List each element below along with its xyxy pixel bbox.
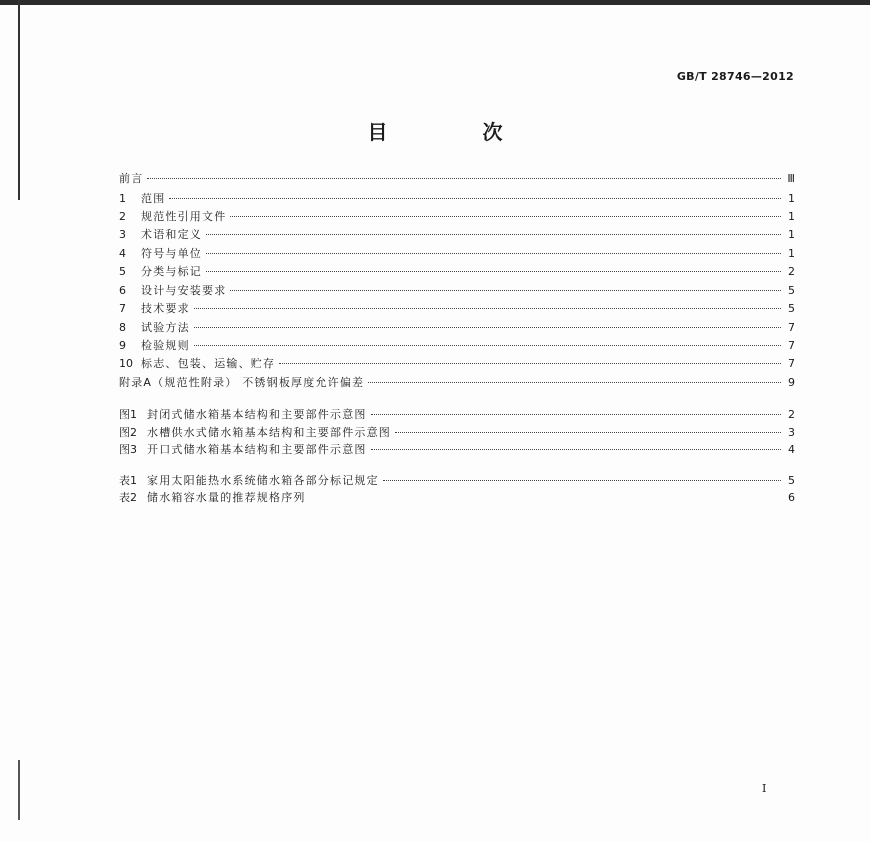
toc-entry-label: 标志、包装、运输、贮存 <box>141 357 276 370</box>
leader-dots <box>230 289 781 291</box>
toc-entry-page: 9 <box>788 376 795 389</box>
toc-entry-number: 10 <box>119 357 133 370</box>
toc-entry[interactable] <box>119 208 795 224</box>
toc-entry[interactable] <box>119 282 795 298</box>
leader-dots <box>371 448 781 450</box>
toc-entry[interactable] <box>119 319 795 335</box>
toc-entry-label: 分类与标记 <box>141 265 202 278</box>
leader-dots <box>395 431 781 433</box>
table-entry[interactable] <box>119 472 795 488</box>
toc-entry-page: 2 <box>788 265 795 278</box>
toc-entry[interactable] <box>119 300 795 316</box>
scan-edge-top <box>0 0 870 5</box>
toc-entry-label: 技术要求 <box>141 302 190 315</box>
figure-entry-number: 图1 <box>119 408 137 421</box>
toc-entry-foreword[interactable] <box>119 170 795 186</box>
leader-dots <box>194 326 781 328</box>
leader-dots <box>371 413 781 415</box>
toc-entry-page: 5 <box>788 302 795 315</box>
figure-entry[interactable] <box>119 406 795 422</box>
table-entry-number: 表1 <box>119 474 137 487</box>
toc-entry-label: 附录A（规范性附录） 不锈钢板厚度允许偏差 <box>119 376 365 389</box>
toc-entry-annex[interactable] <box>119 374 795 390</box>
leader-dots <box>194 307 781 309</box>
toc-entry-number: 1 <box>119 192 126 205</box>
toc-entry-number: 8 <box>119 321 126 334</box>
standard-number: GB/T 28746—2012 <box>676 70 794 83</box>
figure-entry-number: 图3 <box>119 443 137 456</box>
toc-entry-label: 设计与安装要求 <box>141 284 227 297</box>
figure-entry-number: 图2 <box>119 426 137 439</box>
toc-entry-label: 术语和定义 <box>141 228 202 241</box>
page-title: 目 次 <box>367 120 547 144</box>
toc-entry-label: 前言 <box>119 172 144 185</box>
toc-entry-label: 试验方法 <box>141 321 190 334</box>
toc-entry[interactable] <box>119 355 795 371</box>
toc-entry[interactable] <box>119 337 795 353</box>
toc-entry-page: 7 <box>788 357 795 370</box>
toc-entry[interactable] <box>119 226 795 242</box>
leader-dots <box>194 344 781 346</box>
figure-entry-page: 4 <box>788 443 795 456</box>
toc-entry-label: 规范性引用文件 <box>141 210 227 223</box>
table-entry-page: 6 <box>788 491 795 504</box>
toc-entry-number: 3 <box>119 228 126 241</box>
figure-entry-label: 开口式储水箱基本结构和主要部件示意图 <box>147 443 367 456</box>
table-entry-page: 5 <box>788 474 795 487</box>
figure-entry-label: 水槽供水式储水箱基本结构和主要部件示意图 <box>147 426 391 439</box>
toc-entry-page: 1 <box>788 192 795 205</box>
toc-entry[interactable] <box>119 190 795 206</box>
toc-entry-label: 符号与单位 <box>141 247 202 260</box>
toc-entry-page: 5 <box>788 284 795 297</box>
toc-entry-page: 7 <box>788 339 795 352</box>
toc-entry-page: 7 <box>788 321 795 334</box>
leader-dots <box>147 177 781 179</box>
scan-edge-left <box>18 0 20 200</box>
toc-entry-number: 9 <box>119 339 126 352</box>
toc-entry-label: 范围 <box>141 192 166 205</box>
toc-entry-number: 5 <box>119 265 126 278</box>
leader-dots <box>206 252 781 254</box>
toc-entry-number: 7 <box>119 302 126 315</box>
toc-entry[interactable] <box>119 245 795 261</box>
toc-entry-page: Ⅲ <box>787 172 795 185</box>
table-entry-label: 家用太阳能热水系统储水箱各部分标记规定 <box>147 474 379 487</box>
leader-dots <box>383 479 781 481</box>
table-entry[interactable] <box>119 489 795 505</box>
toc-entry-label: 检验规则 <box>141 339 190 352</box>
toc-entry-page: 1 <box>788 247 795 260</box>
table-entry-label: 储水箱容水量的推荐规格序列 <box>147 491 306 504</box>
leader-dots <box>310 497 781 498</box>
figure-entry-page: 3 <box>788 426 795 439</box>
leader-dots <box>169 197 781 199</box>
toc-entry-number: 6 <box>119 284 126 297</box>
figure-entry[interactable] <box>119 424 795 440</box>
leader-dots <box>230 215 781 217</box>
toc-entry[interactable] <box>119 263 795 279</box>
toc-entry-number: 4 <box>119 247 126 260</box>
figure-entry[interactable] <box>119 441 795 457</box>
toc-entry-page: 1 <box>788 210 795 223</box>
leader-dots <box>206 233 781 235</box>
scan-edge-left-lower <box>18 760 20 820</box>
leader-dots <box>279 362 781 364</box>
page-number: I <box>762 782 767 795</box>
leader-dots <box>206 270 781 272</box>
toc-entry-number: 2 <box>119 210 126 223</box>
toc-entry-page: 1 <box>788 228 795 241</box>
figure-entry-label: 封闭式储水箱基本结构和主要部件示意图 <box>147 408 367 421</box>
leader-dots <box>368 381 781 383</box>
table-entry-number: 表2 <box>119 491 137 504</box>
figure-entry-page: 2 <box>788 408 795 421</box>
